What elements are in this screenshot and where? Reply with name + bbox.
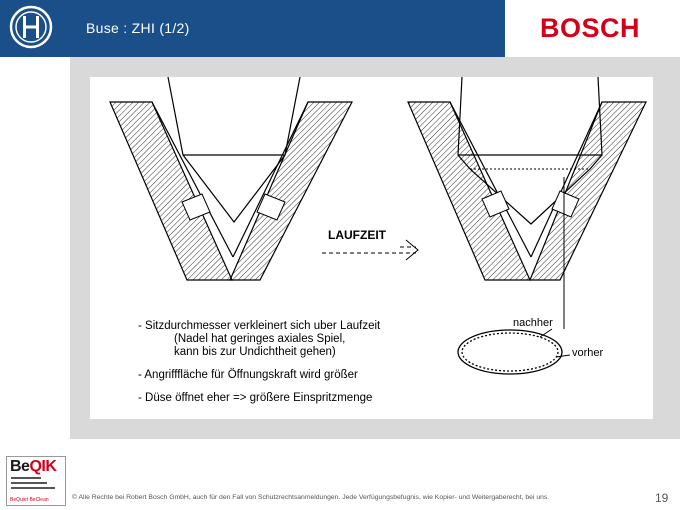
bosch-logo: BOSCH bbox=[540, 13, 641, 43]
bosch-armature-emblem-icon bbox=[6, 3, 62, 53]
nozzle-wear-diagram bbox=[90, 77, 653, 419]
page-number: 19 bbox=[655, 491, 669, 505]
slide-header bbox=[0, 0, 680, 57]
nozzle-after bbox=[408, 77, 646, 329]
bullet-item: - Angrifffläche für Öffnungskraft wird größer bbox=[138, 369, 358, 381]
copyright-notice: © Alle Rechte bei Robert Bosch GmbH, auch für den Fall von Schutzrechtsanmeldungen. Jede Verfügungsbefugnis, wie Kopier- und Weitergaberecht, bei uns. bbox=[72, 494, 550, 501]
laufzeit-arrow-icon bbox=[322, 240, 418, 260]
laufzeit-label: LAUFZEIT bbox=[328, 228, 386, 242]
bullet-item: kann bis zur Undichtheit gehen) bbox=[174, 346, 336, 358]
nozzle-before bbox=[110, 77, 352, 280]
bullet-item: (Nadel hat geringes axiales Spiel, bbox=[174, 333, 346, 345]
before-label: vorher bbox=[572, 347, 604, 359]
after-label: nachher bbox=[513, 317, 553, 329]
beqik-title: BeQIK bbox=[10, 458, 57, 475]
header-band bbox=[0, 0, 505, 57]
beqik-badge bbox=[6, 456, 66, 506]
bullet-item: - Düse öffnet eher => größere Einspritzmenge bbox=[138, 392, 373, 404]
seat-ring-comparison bbox=[458, 329, 570, 374]
beqik-footer: BeQuiet BeClean bbox=[10, 497, 49, 503]
slide-title: Buse : ZHI (1/2) bbox=[86, 20, 190, 36]
beqik-text-lines bbox=[11, 477, 61, 492]
bullet-item: - Sitzdurchmesser verkleinert sich uber Laufzeit bbox=[138, 320, 381, 332]
bullet-list bbox=[138, 320, 380, 405]
